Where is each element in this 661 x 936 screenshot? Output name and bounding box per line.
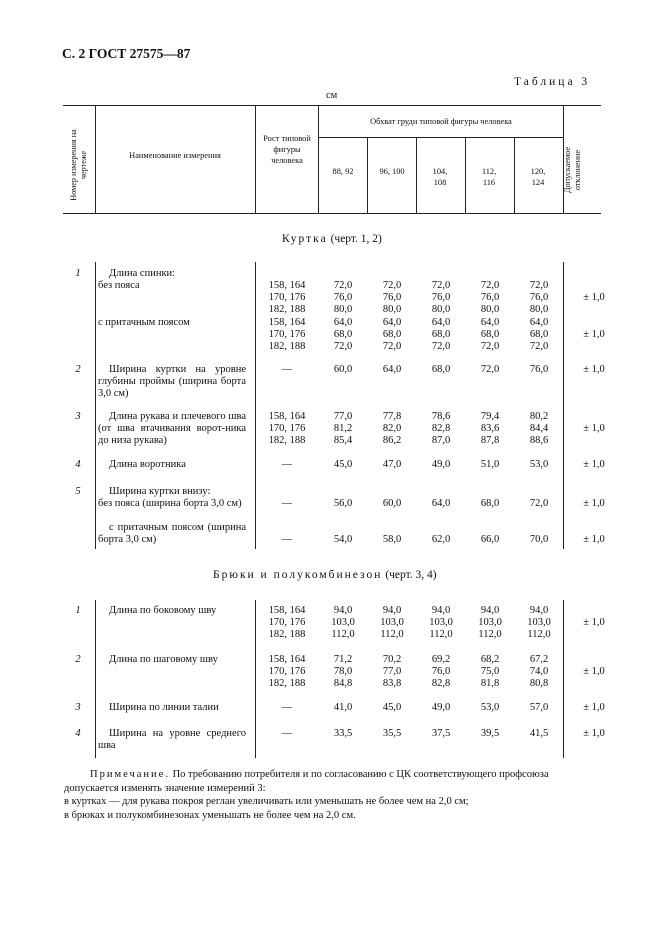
girth-value: 64,0 bbox=[431, 317, 451, 328]
measurement-name: Ширина по линии талии bbox=[109, 702, 219, 713]
height-value: 182, 188 bbox=[268, 629, 306, 640]
girth-value: 77,8 bbox=[382, 411, 402, 422]
girth-value: 68,0 bbox=[480, 498, 500, 509]
girth-value: 88,6 bbox=[529, 435, 549, 446]
girth-value: 72,0 bbox=[382, 280, 402, 291]
note-line-2: в брюках и полукомбинезонах уменьшать не более чем на 2,0 см. bbox=[64, 809, 356, 821]
tolerance-value: ± 1,0 bbox=[583, 666, 605, 677]
measurement-name: Длина воротника bbox=[109, 459, 186, 470]
girth-value: 58,0 bbox=[382, 534, 402, 545]
row-number: 3 bbox=[75, 702, 81, 713]
girth-value: 35,5 bbox=[382, 728, 402, 739]
section-title-jacket bbox=[282, 233, 382, 245]
girth-value: 78,0 bbox=[333, 666, 353, 677]
girth-col-112: 112, 116 bbox=[481, 167, 497, 187]
section-title-rest: (черт. 1, 2) bbox=[330, 233, 382, 245]
tolerance-value: ± 1,0 bbox=[583, 292, 605, 303]
note-text: По требованию потребителя и по согласованию с ЦК соответствующего профсоюза допускается изменять значение измерений 3: bbox=[64, 769, 549, 794]
girth-value: 74,0 bbox=[529, 666, 549, 677]
girth-value: 112,0 bbox=[380, 629, 404, 640]
girth-value: 85,4 bbox=[333, 435, 353, 446]
girth-value: 53,0 bbox=[480, 702, 500, 713]
girth-value: 94,0 bbox=[529, 605, 549, 616]
girth-value: 70,0 bbox=[529, 534, 549, 545]
section-title-spaced: Куртка bbox=[282, 233, 328, 245]
body-vline bbox=[255, 262, 256, 549]
girth-value: 94,0 bbox=[480, 605, 500, 616]
girth-value: 39,5 bbox=[480, 728, 500, 739]
girth-value: 72,0 bbox=[480, 280, 500, 291]
girth-value: 86,2 bbox=[382, 435, 402, 446]
girth-value: 41,0 bbox=[333, 702, 353, 713]
girth-value: 87,8 bbox=[480, 435, 500, 446]
tolerance-value: ± 1,0 bbox=[583, 364, 605, 375]
girth-value: 60,0 bbox=[333, 364, 353, 375]
height-value: 170, 176 bbox=[268, 292, 306, 303]
girth-value: 82,8 bbox=[431, 423, 451, 434]
girth-value: 53,0 bbox=[529, 459, 549, 470]
girth-value: 87,0 bbox=[431, 435, 451, 446]
girth-value: 64,0 bbox=[431, 498, 451, 509]
girth-value: 68,0 bbox=[333, 329, 353, 340]
girth-value: 33,5 bbox=[333, 728, 353, 739]
hdr-vline bbox=[255, 105, 256, 214]
table-note bbox=[64, 768, 604, 822]
girth-value: 76,0 bbox=[431, 292, 451, 303]
girth-value: 112,0 bbox=[429, 629, 453, 640]
height-value: 182, 188 bbox=[268, 435, 306, 446]
tolerance-value: ± 1,0 bbox=[583, 423, 605, 434]
girth-value: 72,0 bbox=[529, 341, 549, 352]
girth-value: 103,0 bbox=[380, 617, 404, 628]
height-value: — bbox=[281, 702, 293, 713]
girth-col-88: 88, 92 bbox=[332, 167, 354, 176]
girth-value: 72,0 bbox=[333, 341, 353, 352]
girth-value: 72,0 bbox=[382, 341, 402, 352]
girth-value: 68,0 bbox=[382, 329, 402, 340]
girth-value: 76,0 bbox=[480, 292, 500, 303]
height-value: — bbox=[281, 364, 293, 375]
section-title-rest: (черт. 3, 4) bbox=[385, 569, 437, 581]
measurement-name: Ширина куртки на уровне глубины проймы (ширина борта 3,0 см) bbox=[98, 364, 246, 399]
measurement-name: Длина по боковому шву bbox=[109, 605, 217, 616]
height-value: — bbox=[281, 498, 293, 509]
girth-value: 72,0 bbox=[431, 341, 451, 352]
tolerance-value: ± 1,0 bbox=[583, 534, 605, 545]
height-value: — bbox=[281, 728, 293, 739]
girth-value: 83,8 bbox=[382, 678, 402, 689]
girth-value: 54,0 bbox=[333, 534, 353, 545]
girth-value: 78,6 bbox=[431, 411, 451, 422]
height-value: 158, 164 bbox=[268, 605, 306, 616]
girth-value: 77,0 bbox=[382, 666, 402, 677]
hdr-vline bbox=[95, 105, 96, 214]
girth-value: 68,0 bbox=[529, 329, 549, 340]
girth-value: 49,0 bbox=[431, 702, 451, 713]
header-tolerance: Допускаемое отклонение bbox=[563, 147, 582, 193]
girth-value: 68,0 bbox=[431, 329, 451, 340]
section-title-trousers bbox=[213, 569, 437, 581]
row-number: 4 bbox=[75, 728, 81, 739]
girth-value: 49,0 bbox=[431, 459, 451, 470]
height-value: 182, 188 bbox=[268, 341, 306, 352]
tolerance-value: ± 1,0 bbox=[583, 702, 605, 713]
girth-value: 68,0 bbox=[431, 364, 451, 375]
girth-col-104: 104, 108 bbox=[432, 167, 448, 187]
girth-value: 112,0 bbox=[331, 629, 355, 640]
row-number: 4 bbox=[75, 459, 81, 470]
girth-value: 76,0 bbox=[333, 292, 353, 303]
girth-value: 45,0 bbox=[382, 702, 402, 713]
measurement-name: Длина спинки: bbox=[109, 268, 176, 279]
header-bottom-rule bbox=[63, 213, 601, 214]
row-number: 5 bbox=[75, 486, 81, 497]
girth-value: 103,0 bbox=[527, 617, 551, 628]
girth-value: 68,0 bbox=[480, 329, 500, 340]
measurement-subname: без пояса (ширина борта 3,0 см) bbox=[98, 498, 242, 509]
girth-value: 67,2 bbox=[529, 654, 549, 665]
note-line-1: в куртках — для рукава покроя реглан увеличивать или уменьшать не более чем на 2,0 см; bbox=[64, 796, 469, 807]
girth-value: 80,2 bbox=[529, 411, 549, 422]
girth-value: 103,0 bbox=[331, 617, 355, 628]
girth-value: 80,0 bbox=[431, 304, 451, 315]
measurement-name: с притачным поясом (ширина борта 3,0 см) bbox=[98, 522, 246, 545]
girth-value: 62,0 bbox=[431, 534, 451, 545]
hdr-vline bbox=[367, 137, 368, 214]
girth-value: 69,2 bbox=[431, 654, 451, 665]
girth-value: 72,0 bbox=[529, 498, 549, 509]
girth-value: 64,0 bbox=[382, 364, 402, 375]
hdr-vline bbox=[416, 137, 417, 214]
girth-value: 76,0 bbox=[431, 666, 451, 677]
hdr-vline bbox=[318, 105, 319, 214]
measurement-name: Ширина куртки внизу: bbox=[109, 486, 211, 497]
girth-value: 79,4 bbox=[480, 411, 500, 422]
girth-value: 94,0 bbox=[333, 605, 353, 616]
header-number: Номер измерения на чертеже bbox=[69, 129, 88, 201]
height-value: 182, 188 bbox=[268, 678, 306, 689]
section-title-spaced: Брюки и полукомбинезон bbox=[213, 569, 383, 581]
girth-value: 94,0 bbox=[431, 605, 451, 616]
girth-value: 64,0 bbox=[529, 317, 549, 328]
tolerance-value: ± 1,0 bbox=[583, 459, 605, 470]
girth-value: 81,2 bbox=[333, 423, 353, 434]
height-value: 158, 164 bbox=[268, 654, 306, 665]
girth-value: 82,8 bbox=[431, 678, 451, 689]
girth-value: 37,5 bbox=[431, 728, 451, 739]
body-vline bbox=[563, 262, 564, 549]
girth-value: 72,0 bbox=[480, 341, 500, 352]
tolerance-value: ± 1,0 bbox=[583, 617, 605, 628]
height-value: 182, 188 bbox=[268, 304, 306, 315]
measurement-subname: без пояса bbox=[98, 280, 140, 291]
measurement-name: Ширина на уровне среднего шва bbox=[98, 728, 246, 751]
girth-value: 41,5 bbox=[529, 728, 549, 739]
girth-value: 72,0 bbox=[480, 364, 500, 375]
girth-value: 80,0 bbox=[529, 304, 549, 315]
girth-value: 45,0 bbox=[333, 459, 353, 470]
page-header: С. 2 ГОСТ 27575—87 bbox=[62, 46, 191, 61]
tolerance-value: ± 1,0 bbox=[583, 498, 605, 509]
girth-value: 72,0 bbox=[333, 280, 353, 291]
row-number: 1 bbox=[75, 268, 81, 279]
body-vline bbox=[255, 600, 256, 758]
height-value: 158, 164 bbox=[268, 317, 306, 328]
tolerance-value: ± 1,0 bbox=[583, 329, 605, 340]
girth-value: 103,0 bbox=[478, 617, 502, 628]
girth-value: 76,0 bbox=[529, 364, 549, 375]
girth-value: 57,0 bbox=[529, 702, 549, 713]
girth-value: 94,0 bbox=[382, 605, 402, 616]
girth-value: 84,4 bbox=[529, 423, 549, 434]
header-name: Наименование измерения bbox=[129, 151, 221, 160]
girth-value: 72,0 bbox=[529, 280, 549, 291]
measurement-name: Длина рукава и плечевого шва (от шва втачивания ворот-ника до низа рукава) bbox=[98, 411, 246, 446]
note-label: Примечание. bbox=[90, 769, 170, 780]
girth-value: 83,6 bbox=[480, 423, 500, 434]
header-height: Рост типовой фигуры человека bbox=[263, 134, 311, 165]
girth-col-96: 96, 100 bbox=[379, 167, 405, 176]
row-number: 2 bbox=[75, 654, 81, 665]
girth-value: 75,0 bbox=[480, 666, 500, 677]
girth-value: 72,0 bbox=[431, 280, 451, 291]
table-caption: Таблица 3 bbox=[514, 76, 591, 88]
hdr-vline bbox=[514, 137, 515, 214]
girth-value: 64,0 bbox=[382, 317, 402, 328]
girth-value: 80,8 bbox=[529, 678, 549, 689]
hdr-vline bbox=[465, 137, 466, 214]
unit-label: см bbox=[326, 90, 338, 101]
girth-value: 64,0 bbox=[333, 317, 353, 328]
height-value: 170, 176 bbox=[268, 423, 306, 434]
row-number: 1 bbox=[75, 605, 81, 616]
girth-value: 112,0 bbox=[527, 629, 551, 640]
girth-value: 56,0 bbox=[333, 498, 353, 509]
girth-value: 64,0 bbox=[480, 317, 500, 328]
height-value: 170, 176 bbox=[268, 329, 306, 340]
girth-value: 66,0 bbox=[480, 534, 500, 545]
height-value: — bbox=[281, 459, 293, 470]
header-girth: Обхват груди типовой фигуры человека bbox=[370, 117, 512, 126]
girth-value: 47,0 bbox=[382, 459, 402, 470]
height-value: 170, 176 bbox=[268, 666, 306, 677]
girth-value: 82,0 bbox=[382, 423, 402, 434]
girth-value: 68,2 bbox=[480, 654, 500, 665]
height-value: 158, 164 bbox=[268, 411, 306, 422]
measurement-subname: с притачным поясом bbox=[98, 317, 190, 328]
table-top-rule bbox=[63, 105, 601, 106]
girth-value: 60,0 bbox=[382, 498, 402, 509]
girth-value: 103,0 bbox=[429, 617, 453, 628]
row-number: 2 bbox=[75, 364, 81, 375]
height-value: 170, 176 bbox=[268, 617, 306, 628]
girth-value: 80,0 bbox=[480, 304, 500, 315]
girth-value: 80,0 bbox=[382, 304, 402, 315]
girth-sub-rule bbox=[318, 137, 563, 138]
tolerance-value: ± 1,0 bbox=[583, 728, 605, 739]
girth-value: 71,2 bbox=[333, 654, 353, 665]
girth-value: 84,8 bbox=[333, 678, 353, 689]
girth-value: 76,0 bbox=[382, 292, 402, 303]
measurement-name: Длина по шаговому шву bbox=[109, 654, 218, 665]
body-vline bbox=[95, 262, 96, 549]
girth-value: 51,0 bbox=[480, 459, 500, 470]
body-vline bbox=[95, 600, 96, 758]
height-value: — bbox=[281, 534, 293, 545]
girth-value: 70,2 bbox=[382, 654, 402, 665]
girth-value: 112,0 bbox=[478, 629, 502, 640]
girth-value: 77,0 bbox=[333, 411, 353, 422]
height-value: 158, 164 bbox=[268, 280, 306, 291]
body-vline bbox=[563, 600, 564, 758]
row-number: 3 bbox=[75, 411, 81, 422]
girth-value: 81,8 bbox=[480, 678, 500, 689]
girth-value: 80,0 bbox=[333, 304, 353, 315]
girth-value: 76,0 bbox=[529, 292, 549, 303]
girth-col-120: 120, 124 bbox=[530, 167, 546, 187]
